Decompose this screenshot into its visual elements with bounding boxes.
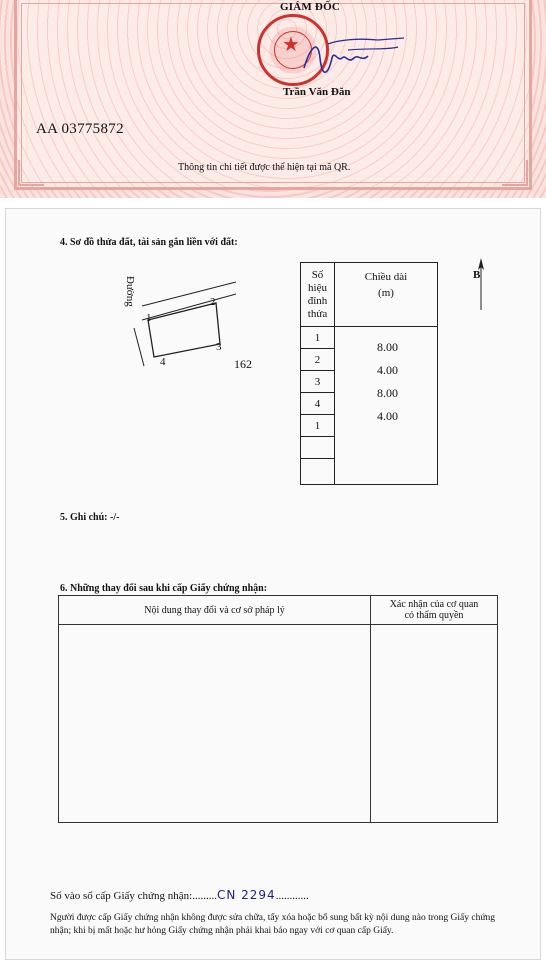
section-6-title: 6. Những thay đổi sau khi cấp Giấy chứng nhận: [60,583,268,594]
vertex-label: 2 [210,296,216,308]
header-authority-confirmation: Xác nhận của cơ quan có thẩm quyền [371,596,498,625]
table-row: 3 [301,371,438,393]
table-row [59,625,498,823]
table-header-row [301,263,438,327]
vertex-label: 4 [160,356,166,368]
length-value: 8.00 [377,340,398,354]
changes-table [58,595,498,823]
authority-cell [371,625,498,823]
vertex-label: 1 [146,312,152,324]
table-row: 2 [301,349,438,371]
certificate-front-page [0,0,546,198]
signer-name: Trần Văn Đăn [283,86,351,98]
length-value: 4.00 [377,409,398,423]
register-number: CN 2294 [216,888,276,902]
section-4-title: 4. Sơ đồ thửa đất, tài sản gắn liền với đất: [60,237,238,248]
north-label: B [473,269,481,281]
table-row: 1 [301,415,438,437]
length-value: 4.00 [377,363,398,377]
corner-ornament [502,160,528,186]
road-label: Đường [124,276,136,307]
register-label: Số vào sổ cấp Giấy chứng nhận: [50,890,193,902]
table-row [301,459,438,485]
vertex-label: 3 [216,341,222,353]
handwritten-signature [298,28,408,88]
footer-note: Người được cấp Giấy chứng nhận không được sửa chữa, tẩy xóa hoặc bổ sung bất kỳ nội dung nào trong Giấy chứng nhận; khi bị mất hoặc hư hỏng Giấy chứng nhận phải khai báo ngay với cơ quan cấp Giấy. [50,913,496,936]
vertex-length-table [300,262,438,485]
corner-ornament [18,160,44,186]
header-vertex: Số hiệu đỉnh thửa [301,263,335,327]
register-number-line: Số vào sổ cấp Giấy chứng nhận:.........CN 2294............ [50,888,309,902]
section-5-title: 5. Ghi chú: -/- [60,512,120,523]
qr-note: Thông tin chi tiết được thể hiện tại mã QR. [178,162,351,173]
director-title: GIÁM ĐỐC [280,1,340,13]
table-row: 1 [301,327,438,349]
north-arrow-icon [476,258,486,310]
star-icon: ★ [282,34,300,56]
change-content-cell [59,625,371,823]
table-header-row [59,596,498,625]
header-change-content: Nội dung thay đổi và cơ sở pháp lý [59,596,371,625]
table-row [301,437,438,459]
serial-number: AA 03775872 [36,121,124,137]
table-row: 4 [301,393,438,415]
header-length: Chiều dài (m) [335,263,438,327]
length-value: 8.00 [377,386,398,400]
parcel-number: 162 [234,357,252,371]
